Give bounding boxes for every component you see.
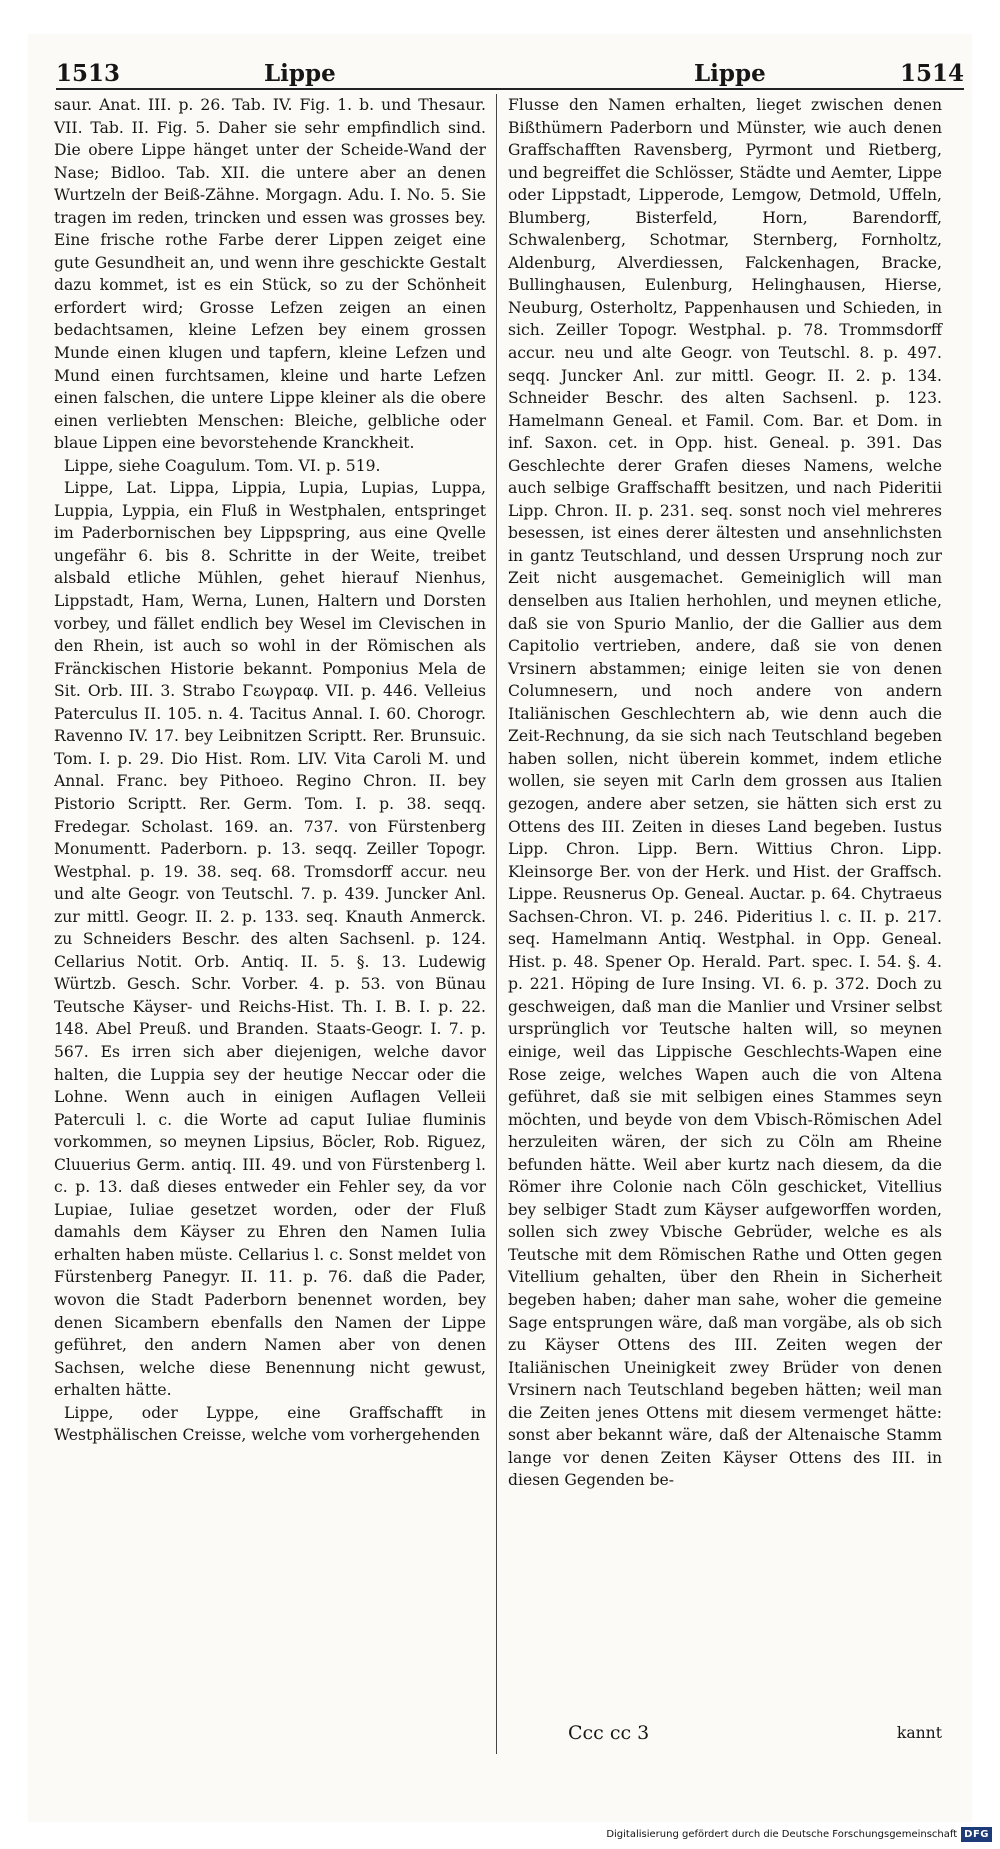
paragraph-lippe-county-start: Lippe, oder Lyppe, eine Graffschafft in Westphälischen Creisse, welche vom vorhergehenden (54, 1403, 486, 1445)
paragraph-lippe-river: Lippe, Lat. Lippa, Lippia, Lupia, Lupias, Luppa, Luppia, Lyppia, ein Fluß in Westphalen, entspringet im Paderbornischen bey Lippspring, aus eine Qvelle ungefähr 6. bis 8. Schritte in der Weite, treibet alsbald etliche Mühlen, gehet hierauf Nienhus, Lippstadt, Ham, Werna, Lunen, Haltern und Dorsten vorbey, und fället endlich bey Wesel im Clevischen in den Rhein, ist auch so wohl in der Römischen als Fränckischen Historie bekannt. Pomponius Mela de Sit. Orb. III. 3. Strabo Γεωγραφ. VII. p. 446. Velleius Paterculus II. 105. n. 4. Tacitus Annal. I. 60. Chorogr. Ravenno IV. 17. bey Leibnitzen Scriptt. Rer. Brunsuic. Tom. I. p. 29. Dio Hist. Rom. LIV. Vita Caroli M. und Annal. Franc. bey Pithoeo. Regino Chron. II. bey Pistorio Scriptt. Rer. Germ. Tom. I. p. 38. seqq. Fredegar. Scholast. 169. an. 737. von Fürstenberg Monumentt. Paderborn. p. 13. seqq. Zeiller Topogr. Westphal. p. 19. 38. seq. 68. Tromsdorff accur. neu und alte Geogr. von Teutschl. 7. p. 439. Juncker Anl. zur mittl. Geogr. II. 2. p. 133. seq. Knauth Anmerck. zu Schneiders Beschr. des alten Sachsenl. p. 124. Cellarius Notit. Orb. Antiq. II. 5. §. 13. Ludewig Würtzb. Gesch. Schr. Vorber. 4. p. 53. von Bünau Teutsche Käyser- und Reichs-Hist. Th. I. B. I. p. 22. 148. Abel Preuß. und Branden. Staats-Geogr. I. 7. p. 567. Es irren sich aber diejenigen, welche davor halten, die Luppia sey der heutige Neccar oder die Lohne. Wenn auch in einigen Auflagen Velleii Paterculi l. c. die Worte ad caput Iuliae fluminis vorkommen, so meynen Lipsius, Böcler, Rob. Riguez, Cluuerius Germ. antiq. III. 49. und von Fürstenberg l. c. p. 13. daß dieses entweder ein Fehler sey, da vor Lupiae, Iuliae gesetzet worden, oder der Fluß damahls dem Käyser zu Ehren den Namen Iulia erhalten haben müste. Cellarius l. c. Sonst meldet von Fürstenberg Panegyr. II. 11. p. 76. daß die Pader, wovon die Stadt Paderborn benennet worden, bey denen Sicambern ebenfalls den Namen der Lippe geführet, den andern Namen aber von denen Sachsen, welche diese Benennung nicht gewust, erhalten hätte. (54, 479, 486, 1400)
running-head (56, 48, 964, 88)
digitization-credit (606, 1824, 992, 1844)
page-number-right: 1514 (899, 60, 964, 87)
paragraph-lippe-coagulum: Lippe, siehe Coagulum. Tom. VI. p. 519. (64, 456, 381, 475)
page-number-left: 1513 (56, 60, 121, 87)
column-divider (496, 94, 497, 1754)
credit-text: Digitalisierung gefördert durch die Deutsche Forschungsgemeinschaft (606, 1828, 958, 1840)
dfg-logo: DFG (961, 1827, 992, 1842)
catchword: kannt (896, 1724, 942, 1742)
running-title-right: Lippe (694, 60, 766, 87)
page-footer (508, 1720, 942, 1750)
signature-mark: Ccc cc 3 (568, 1722, 650, 1744)
right-column (508, 94, 942, 1492)
paragraph-lips-anatomy: saur. Anat. III. p. 26. Tab. IV. Fig. 1. b. und Thesaur. VII. Tab. II. Fig. 5. Daher sie sehr empfindlich sind. Die obere Lippe hänget unter der Scheide-Wand der Nase; Bidloo. Tab. XII. die untere aber an denen Wurtzeln der Beiß-Zähne. Morgagn. Adu. I. No. 5. Sie tragen im reden, trincken und essen was grosses bey. Eine frische rothe Farbe derer Lippen zeiget eine gute Gesundheit an, und wenn ihre geschickte Gestalt dazu kommet, ist es ein Stück, so zu der Schönheit erfordert wird; Grosse Lefzen zeigen an einen bedachtsamen, kleine Lefzen bey einem grossen Munde einen klugen und tapfern, kleine Lefzen und Mund einen furchtsamen, kleine und harte Lefzen einen falschen, die untere Lippe kleiner als die obere einen verliebten Menschen: Bleiche, gelbliche oder blaue Lippen eine bevorstehende Kranckheit. (54, 96, 486, 453)
header-rule (56, 88, 964, 90)
running-title-left: Lippe (264, 60, 336, 87)
left-column (54, 94, 486, 1447)
paragraph-lippe-county: Flusse den Namen erhalten, lieget zwischen denen Bißthümern Paderborn und Münster, wie auch denen Graffschafften Ravensberg, Pyrmont und Rietberg, und begreiffet die Schlösser, Städte und Aemter, Lippe oder Lippstadt, Lipperode, Lemgow, Detmold, Uffeln, Blumberg, Bisterfeld, Horn, Barendorff, Schwalenberg, Schotmar, Sternberg, Fornholtz, Aldenburg, Alverdiessen, Falckenhagen, Bracke, Bullinghausen, Eulenburg, Helinghausen, Hierse, Neuburg, Osterholtz, Pappenhausen und Schieden, in sich. Zeiller Topogr. Westphal. p. 78. Trommsdorff accur. neu und alte Geogr. von Teutschl. 8. p. 497. seqq. Juncker Anl. zur mittl. Geogr. II. 2. p. 134. Schneider Beschr. des alten Sachsenl. p. 123. Hamelmann Geneal. et Famil. Com. Bar. et Dom. in inf. Saxon. cet. in Opp. hist. Geneal. p. 391. Das Geschlechte derer Grafen dieses Namens, welche auch selbige Graffschafft besitzen, und nach Pideritii Lipp. Chron. II. p. 231. seq. sonst noch viel mehreres besessen, ist eines derer ältesten und ansehnlichsten in gantz Teutschland, und dessen Ursprung noch zur Zeit nicht ausgemachet. Gemeiniglich will man denselben aus Italien herhohlen, und meynen etliche, daß sie von Spurio Manlio, der die Gallier aus dem Capitolio vertrieben, andere, daß sie von denen Vrsinern abstammen; einige leiten sie von denen Columnesern, und noch andere von andern Italiänischen Geschlechtern ab, wie denn auch die Zeit-Rechnung, da sie sich nach Teutschland begeben haben sollen, nicht überein kommet, indem etliche wollen, sie seyen mit Carln dem grossen aus Italien gezogen, andere aber setzen, sie hätten sich erst zu Ottens des III. Zeiten in dieses Land begeben. Iustus Lipp. Chron. Lipp. Bern. Wittius Chron. Lipp. Kleinsorge Ber. von der Herk. und Hist. der Graffsch. Lippe. Reusnerus Op. Geneal. Auctar. p. 64. Chytraeus Sachsen-Chron. VI. p. 246. Pideritius l. c. II. p. 217. seq. Hamelmann Antiq. Westphal. in Opp. Geneal. Hist. p. 48. Spener Op. Herald. Part. spec. I. 54. §. 4. p. 221. Höping de Iure Insing. VI. 6. p. 372. Doch zu geschweigen, daß man die Manlier und Vrsiner selbst ursprünglich vor Teutsche halten will, so meynen einige, weil das Lippische Geschlechts-Wapen eine Rose zeige, welches Wapen auch die von Altena geführet, daß sie mit selbigen eines Stammes seyn möchten, und beyde von dem Vbisch-Römischen Adel herzuleiten wären, der sich zu Cöln am Rheine befunden hätte. Weil aber kurtz nach diesem, da die Römer ihre Colonie nach Cöln geschicket, Vitellius bey selbiger Stadt zum Käyser aufgeworffen worden, sollen sich zwey Vbische Gebrüder, welche es als Teutsche mit dem Römischen Rathe und Otten gegen Vitellium gehalten, über den Rhein in Sicherheit begeben haben; daher man sahe, woher die gemeine Sage entsprungen wäre, daß man vorgäbe, als ob sich zu Käyser Ottens des III. Zeiten wegen der Italiänischen Uneinigkeit zwey Brüder von denen Vrsinern nach Teutschland begeben hätten; weil man die Zeiten jenes Ottens mit diesem vermenget hätte: sonst aber bekannt wäre, daß der Altenaische Stamm lange vor denen Zeiten Käyser Ottens des III. in diesen Gegenden be- (508, 96, 942, 1490)
